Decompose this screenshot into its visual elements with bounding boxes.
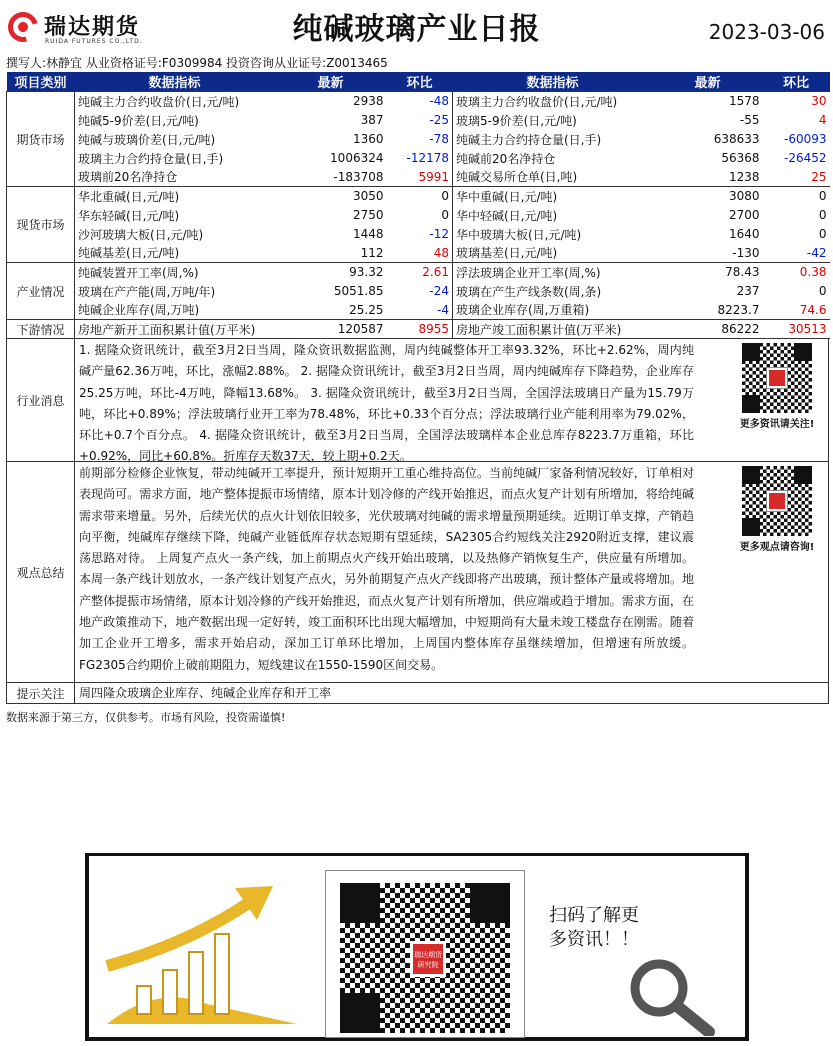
value-cell: 112 bbox=[275, 244, 387, 263]
col-header-latest-2: 最新 bbox=[653, 72, 763, 92]
table-row bbox=[7, 263, 830, 282]
qr-code-icon[interactable] bbox=[742, 466, 812, 536]
indicator-cell: 玻璃在产产能(周,万吨/年) bbox=[78, 284, 216, 299]
tips-text: 周四隆众玻璃企业库存、纯碱企业库存和开工率 bbox=[79, 686, 332, 700]
change-cell: 0.38 bbox=[763, 263, 830, 282]
indicator-cell: 纯碱前20名净持仓 bbox=[453, 149, 653, 168]
value-cell: 86222 bbox=[653, 320, 763, 339]
value-cell: 2700 bbox=[728, 208, 760, 222]
view-summary-text: 前期部分检修企业恢复，带动纯碱开工率提升，预计短期开工重心维持高位。当前纯碱厂家备利情况较好，订单相对表现尚可。需求方面，地产整体提振市场情绪，原本计划冷修的产线开始推迟，而点火复产计划有所增加，将给纯碱需求带来增量。另外，后续光伏的点火计划依旧较多，光伏玻璃对纯碱的需求增量预期延续。近期订单支撑，产销趋向平衡，纯碱库存继续下降，纯碱产业链低库存状态短期有望延续，SA2305合约短线关注2920附近支撑，建议震荡思路对待。 上周复产点火一条产线，加上前期点火产线开始出玻璃，以及热修产销恢复生产，供应量有所增加。本周一条产线计划放水，一条产线计划复产点火，另外前期复产点火产线即将产出玻璃，预计整体产量或将增加。地产整体提振市场情绪，原本计划冷修的产线开始推迟，而点火复产计划有所增加，供应端或趋于增加。需求方面，在地产政策推动下，地产数据出现一定好转，竣工面积环比出现大幅增加，中短期尚有大量未竣工楼盘存在刚需。随着加工企业开工增多，需求开始启动，深加工订单环比增加，上周国内整体库存虽继续增加，但增速有所放缓。FG2305合约期价上破前期阻力，短线建议在1550-1590区间交易。 bbox=[79, 466, 694, 672]
change-cell: 0 bbox=[818, 208, 827, 222]
indicator-cell: 玻璃在产生产线条数(周,条) bbox=[453, 282, 653, 301]
indicator-cell: 华东轻碱(日,元/吨) bbox=[78, 208, 180, 223]
banner-qr[interactable] bbox=[325, 870, 525, 1038]
table-header-row bbox=[7, 72, 830, 92]
col-header-indicator: 数据指标 bbox=[75, 72, 275, 92]
change-cell: -48 bbox=[387, 92, 453, 111]
indicator-cell: 纯碱5-9价差(日,元/吨) bbox=[78, 113, 199, 128]
indicator-cell: 纯碱主力合约持仓量(日,手) bbox=[453, 130, 653, 149]
change-cell: 0 bbox=[763, 187, 830, 206]
indicator-cell: 玻璃主力合约持仓量(日,手) bbox=[78, 151, 224, 166]
indicator-cell: 玻璃5-9价差(日,元/吨) bbox=[453, 111, 653, 130]
industry-news-label: 行业消息 bbox=[7, 339, 75, 461]
change-cell: 0 bbox=[818, 284, 827, 298]
banner-slogan bbox=[549, 904, 639, 952]
value-cell: 1448 bbox=[352, 227, 384, 241]
view-summary-block bbox=[6, 461, 829, 683]
value-cell: 78.43 bbox=[653, 263, 763, 282]
table-row bbox=[7, 111, 830, 130]
indicator-cell: 玻璃前20名净持仓 bbox=[75, 168, 275, 187]
category-cell: 产业情况 bbox=[7, 263, 75, 320]
table-row bbox=[7, 301, 830, 320]
value-cell: 237 bbox=[736, 284, 760, 298]
table-row bbox=[7, 168, 830, 187]
change-cell: 0 bbox=[387, 187, 453, 206]
value-cell: 638633 bbox=[713, 132, 760, 146]
value-cell: 1578 bbox=[653, 92, 763, 111]
value-cell: 1640 bbox=[728, 227, 760, 241]
change-cell: -25 bbox=[429, 113, 449, 127]
value-cell: 25.25 bbox=[275, 301, 387, 320]
table-row bbox=[7, 206, 830, 225]
table-row bbox=[7, 149, 830, 168]
value-cell: 1238 bbox=[653, 168, 763, 187]
promo-banner bbox=[85, 853, 749, 1041]
indicator-cell: 玻璃基差(日,元/吨) bbox=[453, 244, 653, 263]
value-cell: -130 bbox=[653, 244, 763, 263]
indicator-cell: 华中重碱(日,元/吨) bbox=[453, 187, 653, 206]
indicator-cell: 房地产竣工面积累计值(万平米) bbox=[453, 320, 653, 339]
value-cell: 56368 bbox=[721, 151, 760, 165]
value-cell: 3080 bbox=[653, 187, 763, 206]
change-cell: 74.6 bbox=[763, 301, 830, 320]
tips-label: 提示关注 bbox=[7, 683, 75, 703]
change-cell: -78 bbox=[429, 132, 449, 146]
logo-text: 瑞达期货 bbox=[44, 15, 141, 40]
industry-news-block bbox=[6, 338, 829, 462]
change-cell: -26452 bbox=[783, 151, 827, 165]
disclaimer: 数据来源于第三方，仅供参考。市场有风险，投资需谨慎! bbox=[6, 711, 286, 724]
indicator-cell: 沙河玻璃大板(日,元/吨) bbox=[78, 227, 204, 242]
qr-center-text: 瑞达期货研究院 bbox=[414, 951, 442, 969]
change-cell: -42 bbox=[763, 244, 830, 263]
value-cell: 2750 bbox=[352, 208, 384, 222]
category-cell: 现货市场 bbox=[7, 187, 75, 263]
value-cell: 2938 bbox=[275, 92, 387, 111]
change-cell: 0 bbox=[441, 208, 449, 222]
col-header-indicator-2: 数据指标 bbox=[453, 72, 653, 92]
change-cell: 30 bbox=[763, 92, 830, 111]
news-qr-caption: 更多资讯请关注! bbox=[739, 419, 815, 430]
value-cell: 3050 bbox=[275, 187, 387, 206]
logo-subtext: RUIDA FUTURES CO.,LTD. bbox=[45, 38, 143, 45]
banner-slogan-line1: 扫码了解更 bbox=[549, 905, 639, 926]
indicator-cell: 房地产新开工面积累计值(万平米) bbox=[75, 320, 275, 339]
change-cell: 25 bbox=[763, 168, 830, 187]
table-row bbox=[7, 92, 830, 111]
table-row bbox=[7, 320, 830, 339]
value-cell: 120587 bbox=[275, 320, 387, 339]
indicator-cell: 华中玻璃大板(日,元/吨) bbox=[453, 225, 653, 244]
change-cell: 2.61 bbox=[387, 263, 453, 282]
change-cell: 4 bbox=[818, 113, 827, 127]
value-cell: 387 bbox=[360, 113, 384, 127]
indicator-cell: 华中轻碱(日,元/吨) bbox=[453, 206, 653, 225]
change-cell: 0 bbox=[818, 227, 827, 241]
change-cell: -24 bbox=[429, 284, 449, 298]
change-cell: -12 bbox=[429, 227, 449, 241]
news-qr[interactable] bbox=[737, 343, 817, 430]
tips-block bbox=[6, 682, 829, 704]
table-row bbox=[7, 130, 830, 149]
table-row bbox=[7, 282, 830, 301]
table-row bbox=[7, 187, 830, 206]
change-cell: -60093 bbox=[783, 132, 827, 146]
report-title: 纯碱玻璃产业日报 bbox=[292, 12, 541, 47]
change-cell: 5991 bbox=[387, 168, 453, 187]
report-header bbox=[0, 0, 833, 54]
qr-center-logo bbox=[410, 941, 446, 977]
banner-slogan-line2: 多资讯！！ bbox=[549, 929, 639, 950]
indicator-cell: 纯碱交易所仓单(日,吨) bbox=[453, 168, 653, 187]
author-line: 撰写人:林静宜 从业资格证号:F0309984 投资咨询从业证号:Z0013465 bbox=[6, 56, 388, 70]
change-cell: -4 bbox=[387, 301, 453, 320]
report-date: 2023-03-06 bbox=[708, 20, 825, 44]
category-cell: 下游情况 bbox=[7, 320, 75, 339]
col-header-category: 项目类别 bbox=[7, 72, 75, 92]
view-qr[interactable] bbox=[737, 466, 817, 553]
indicator-cell: 纯碱主力合约收盘价(日,元/吨) bbox=[75, 92, 275, 111]
value-cell: 8223.7 bbox=[653, 301, 763, 320]
growth-chart-icon bbox=[97, 874, 317, 1034]
table-row bbox=[7, 244, 830, 263]
value-cell: 5051.85 bbox=[333, 284, 384, 298]
change-cell: 48 bbox=[387, 244, 453, 263]
change-cell: -12178 bbox=[406, 151, 449, 165]
industry-news-text: 1. 据隆众资讯统计，截至3月2日当周，隆众资讯数据监测，周内纯碱整体开工率93.32%，环比+2.62%，周内纯碱产量62.36万吨，环比，涨幅2.88%。 2. 据隆众资讯统计，截至3月2日当周，周内纯碱库存下降趋势，企业库存25.25万吨，环比-4万吨，降幅13.68%。 3. 据隆众资讯统计，截至3月2日当周，全国浮法玻璃日产量为15.79万吨，环比+0.89%；浮法玻璃行业开工率为78.48%，环比+0.33个百分点；浮法玻璃行业产能利用率为79.02%，环比+0.7个百分点。 4. 据隆众资讯统计，截至3月2日当周，全国浮法玻璃样本企业总库存8223.7万重箱，环比+0.92%，同比+60.8%。折库存天数37天，较上期+0.2天。 bbox=[79, 343, 694, 464]
view-qr-caption: 更多观点请咨询! bbox=[739, 542, 815, 553]
indicator-cell: 纯碱装置开工率(周,%) bbox=[75, 263, 275, 282]
indicator-cell: 纯碱基差(日,元/吨) bbox=[75, 244, 275, 263]
change-cell: 8955 bbox=[387, 320, 453, 339]
col-header-change-2: 环比 bbox=[763, 72, 830, 92]
value-cell: 1006324 bbox=[330, 151, 384, 165]
value-cell: 1360 bbox=[352, 132, 384, 146]
table-row bbox=[7, 225, 830, 244]
col-header-change: 环比 bbox=[387, 72, 453, 92]
indicator-cell: 玻璃企业库存(周,万重箱) bbox=[453, 301, 653, 320]
indicator-cell: 浮法玻璃企业开工率(周,%) bbox=[453, 263, 653, 282]
indicator-cell: 玻璃主力合约收盘价(日,元/吨) bbox=[453, 92, 653, 111]
magnifier-icon bbox=[625, 954, 715, 1036]
col-header-latest: 最新 bbox=[275, 72, 387, 92]
indicator-cell: 华北重碱(日,元/吨) bbox=[75, 187, 275, 206]
change-cell: 30513 bbox=[763, 320, 830, 339]
view-summary-label: 观点总结 bbox=[7, 462, 75, 682]
value-cell: 93.32 bbox=[275, 263, 387, 282]
data-table bbox=[6, 72, 830, 339]
value-cell: -183708 bbox=[275, 168, 387, 187]
indicator-cell: 纯碱与玻璃价差(日,元/吨) bbox=[78, 132, 216, 147]
qr-code-icon[interactable] bbox=[742, 343, 812, 413]
indicator-cell: 纯碱企业库存(周,万吨) bbox=[75, 301, 275, 320]
value-cell: -55 bbox=[739, 113, 760, 127]
category-cell: 期货市场 bbox=[7, 92, 75, 187]
